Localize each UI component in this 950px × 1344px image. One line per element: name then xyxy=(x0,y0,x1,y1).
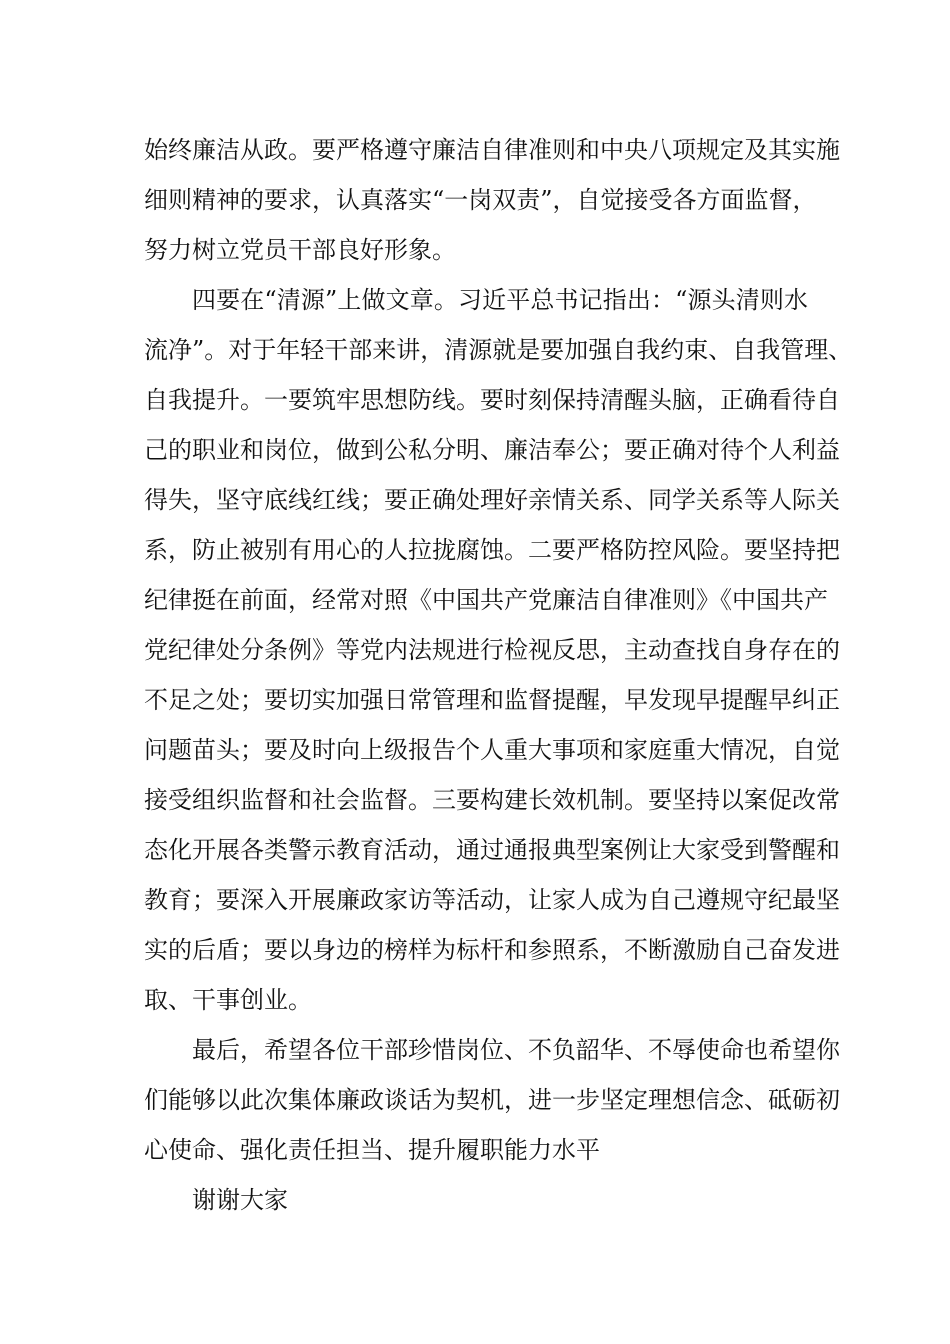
text-line: 们能够以此次集体廉政谈话为契机，进一步坚定理想信念、砥砺初 xyxy=(144,1086,840,1114)
text-line: 心使命、强化责任担当、提升履职能力水平 xyxy=(144,1136,600,1164)
body-text xyxy=(144,125,853,1225)
text-line: 努力树立党员干部良好形象。 xyxy=(144,236,456,264)
paragraph-1 xyxy=(144,125,840,275)
paragraph-2 xyxy=(144,275,853,1025)
text-line: 态化开展各类警示教育活动，通过通报典型案例让大家受到警醒和 xyxy=(144,836,840,864)
text-line: 系，防止被别有用心的人拉拢腐蚀。二要严格防控风险。要坚持把 xyxy=(144,536,840,564)
text-line: 四要在“清源”上做文章。习近平总书记指出：“源头清则水 xyxy=(192,286,808,314)
text-line: 流净”。对于年轻干部来讲，清源就是要加强自我约束、自我管理、 xyxy=(144,336,853,364)
text-line: 党纪律处分条例》等党内法规进行检视反思，主动查找自身存在的 xyxy=(144,636,840,664)
text-line: 教育；要深入开展廉政家访等活动，让家人成为自己遵规守纪最坚 xyxy=(144,886,840,914)
text-line: 接受组织监督和社会监督。三要构建长效机制。要坚持以案促改常 xyxy=(144,786,840,814)
text-line: 不足之处；要切实加强日常管理和监督提醒，早发现早提醒早纠正 xyxy=(144,686,840,714)
text-line: 谢谢大家 xyxy=(192,1186,288,1214)
text-line: 纪律挺在前面，经常对照《中国共产党廉洁自律准则》《中国共产 xyxy=(144,586,828,614)
text-line: 细则精神的要求，认真落实“一岗双责”，自觉接受各方面监督， xyxy=(144,186,817,214)
text-line: 最后，希望各位干部珍惜岗位、不负韶华、不辱使命也希望你 xyxy=(192,1036,840,1064)
paragraph-4 xyxy=(144,1175,808,1225)
text-line: 始终廉洁从政。要严格遵守廉洁自律准则和中央八项规定及其实施 xyxy=(144,136,840,164)
text-line: 己的职业和岗位，做到公私分明、廉洁奉公；要正确对待个人利益 xyxy=(144,436,840,464)
paragraph-3 xyxy=(144,1025,840,1175)
text-line: 实的后盾；要以身边的榜样为标杆和参照系，不断激励自己奋发进 xyxy=(144,936,840,964)
text-line: 问题苗头；要及时向上级报告个人重大事项和家庭重大情况，自觉 xyxy=(144,736,840,764)
text-line: 得失，坚守底线红线；要正确处理好亲情关系、同学关系等人际关 xyxy=(144,486,840,514)
text-line: 自我提升。一要筑牢思想防线。要时刻保持清醒头脑，正确看待自 xyxy=(144,386,840,414)
text-line: 取、干事创业。 xyxy=(144,986,312,1014)
